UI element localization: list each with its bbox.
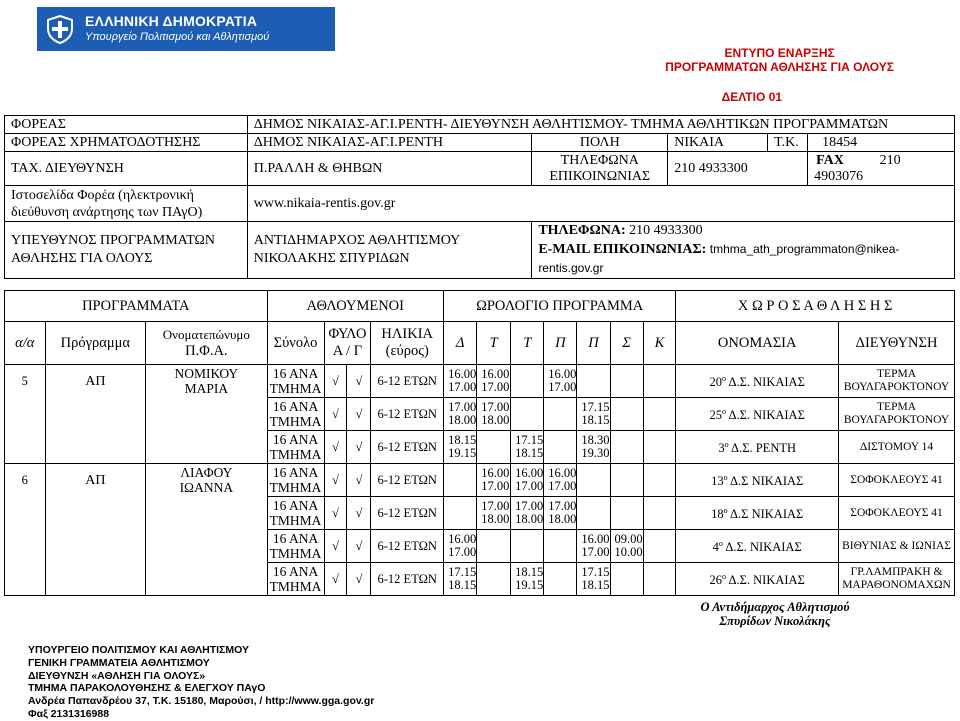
timetable-header: ΩΡΟΛΟΓΙΟ ΠΡΟΓΡΑΜΜΑ [444, 291, 676, 322]
day-header-monday: Δ [444, 322, 477, 365]
time-cell-friday [577, 497, 610, 530]
venue-title: Δ.Σ. ΝΙΚΑΙΑΣ [726, 573, 805, 588]
logo-line-1: ΕΛΛΗΝΙΚΗ ΔΗΜΟΚΡΑΤΙΑ [85, 13, 258, 29]
time-cell-sunday [643, 365, 676, 398]
schedule-row [5, 497, 955, 530]
time-cell-sunday [643, 530, 676, 563]
website-label: Ιστοσελίδα Φορέα (ηλεκτρονική διεύθυνση ανάρτησης των ΠΑγΟ) [5, 186, 248, 222]
venue-name-cell [676, 563, 839, 596]
program-cell [45, 464, 146, 497]
venue-name-cell [676, 365, 839, 398]
venue-ordinal: ο [724, 440, 729, 450]
time-cell-sunday [643, 497, 676, 530]
aa-cell [5, 497, 46, 530]
day-header-sunday: Κ [643, 322, 676, 365]
time-cell-monday: 18.15 19.15 [444, 431, 477, 464]
venue-title: Δ.Σ. ΡΕΝΤΗ [728, 441, 797, 456]
gender-header [324, 322, 371, 365]
aa-header: α/α [5, 322, 46, 365]
time-cell-friday [577, 464, 610, 497]
time-cell-saturday [610, 365, 643, 398]
total-cell: 16 ΑΝΑ ΤΜΗΜΑ [267, 398, 324, 431]
form-title-line-2: ΠΡΟΓΡΑΜΜΑΤΩΝ ΑΘΛΗΣΗΣ ΓΙΑ ΟΛΟΥΣ [665, 60, 894, 74]
venue-number: 18 [711, 507, 724, 522]
phones-label: ΤΗΛΕΦΩΝΑ ΕΠΙΚΟΙΝΩΝΙΑΣ [532, 152, 668, 186]
time-cell-saturday [610, 431, 643, 464]
time-cell-tuesday: 17.00 18.00 [477, 398, 511, 431]
venue-number: 13 [711, 474, 724, 489]
schedule-row [5, 431, 955, 464]
website-value[interactable]: www.nikaia-rentis.gov.gr [247, 186, 954, 222]
venue-address-cell: ΔΙΣΤΟΜΟΥ 14 [839, 431, 955, 464]
age-range-cell: 6-12 ΕΤΩΝ [371, 398, 444, 431]
venue-number: 20 [709, 375, 723, 390]
email-value[interactable]: tmhma_ath_programmaton@nikea-rentis.gov.gr [538, 242, 900, 275]
total-cell: 16 ΑΝΑ ΤΜΗΜΑ [267, 563, 324, 596]
age-range-cell: 6-12 ΕΤΩΝ [371, 431, 444, 464]
age-header [371, 322, 444, 365]
aa-cell [5, 464, 46, 497]
schedule-row [5, 464, 955, 497]
gender-header-bottom: Α / Γ [332, 343, 363, 359]
aa-value: 6 [21, 472, 28, 487]
deltio-number: ΔΕΛΤΙΟ 01 [721, 90, 782, 104]
gender-header-top: ΦΥΛΟ [328, 326, 367, 342]
responsible-phone-value: 210 4933300 [629, 223, 703, 238]
aa-cell [5, 530, 46, 563]
aa-value: 5 [21, 373, 28, 388]
signature [695, 600, 855, 628]
city-value: ΝΙΚΑΙΑ [668, 134, 768, 152]
phones-value: 210 4933300 [668, 152, 808, 186]
responsible-title: ΑΝΤΙΔΗΜΑΡΧΟΣ ΑΘΛΗΤΙΣΜΟΥ [253, 233, 461, 248]
venue-ordinal: ο [722, 572, 727, 582]
funding-label: ΦΟΡΕΑΣ ΧΡΗΜΑΤΟΔΟΤΗΣΗΣ [5, 134, 248, 152]
day-header-thursday: Π [544, 322, 577, 365]
total-cell: 16 ΑΝΑ ΤΜΗΜΑ [267, 431, 324, 464]
total-cell: 16 ΑΝΑ ΤΜΗΜΑ [267, 497, 324, 530]
foreas-label: ΦΟΡΕΑΣ [5, 116, 248, 134]
time-cell-tuesday [477, 530, 511, 563]
aa-cell [5, 398, 46, 431]
venue-address-cell: ΤΕΡΜΑ ΒΟΥΛΓΑΡΟΚΤΟΝΟΥ [839, 365, 955, 398]
responsible-value [247, 222, 532, 279]
aa-cell [5, 431, 46, 464]
age-header-top: ΗΛΙΚΙΑ [381, 326, 434, 342]
instructor-cell [146, 497, 267, 530]
footer-line: ΓΕΝΙΚΗ ΓΡΑΜΜΑΤΕΙΑ ΑΘΛΗΤΙΣΜΟΥ [28, 656, 210, 669]
venue-name-cell [676, 398, 839, 431]
address-value: Π.ΡΑΛΛΗ & ΘΗΒΩΝ [247, 152, 532, 186]
male-check-icon: √ [324, 365, 347, 398]
male-check-icon: √ [324, 398, 347, 431]
female-check-icon: √ [347, 464, 371, 497]
instructor-surname: ΛΙΑΦΟΥ [180, 465, 233, 481]
program-cell [45, 431, 146, 464]
time-cell-sunday [643, 398, 676, 431]
time-cell-wednesday: 18.15 19.15 [511, 563, 544, 596]
programs-header: ΠΡΟΓΡΑΜΜΑΤΑ [5, 291, 268, 322]
athletes-header: ΑΘΛΟΥΜΕΝΟΙ [267, 291, 443, 322]
venue-name-cell [676, 464, 839, 497]
female-check-icon: √ [347, 431, 371, 464]
instructor-firstname: ΙΩΑΝΝΑ [179, 480, 234, 496]
female-check-icon: √ [347, 530, 371, 563]
venue-title: Δ.Σ. ΝΙΚΑΙΑΣ [726, 375, 805, 390]
time-cell-thursday: 17.00 18.00 [544, 497, 577, 530]
time-cell-tuesday: 16.00 17.00 [477, 464, 511, 497]
time-cell-thursday: 16.00 17.00 [544, 464, 577, 497]
program-value: ΑΠ [85, 373, 106, 389]
program-cell [45, 398, 146, 431]
total-cell: 16 ΑΝΑ ΤΜΗΜΑ [267, 365, 324, 398]
organization-info-table [4, 115, 955, 279]
time-cell-monday: 16.00 17.00 [444, 530, 477, 563]
program-cell [45, 563, 146, 596]
greek-emblem-icon [45, 14, 75, 44]
time-cell-tuesday [477, 563, 511, 596]
venue-name-cell [676, 497, 839, 530]
instructor-cell [146, 464, 267, 497]
venue-ordinal: ο [718, 539, 723, 549]
footer-line: ΤΜΗΜΑ ΠΑΡΑΚΟΛΟΥΘΗΣΗΣ & ΕΛΕΓΧΟΥ ΠΑγΟ [28, 682, 266, 695]
footer-line: Ανδρέα Παπανδρέου 37, Τ.Κ. 15180, Μαρούσι, / http://www.gga.gov.gr [28, 695, 375, 708]
venue-ordinal: ο [722, 407, 727, 417]
fax-value: 210 4903076 [814, 152, 901, 184]
age-range-cell: 6-12 ΕΤΩΝ [371, 464, 444, 497]
day-header-friday: Π [577, 322, 610, 365]
female-check-icon: √ [347, 365, 371, 398]
instructor-firstname: ΜΑΡΙΑ [184, 381, 229, 397]
instructor-cell [146, 431, 267, 464]
time-cell-monday [444, 464, 477, 497]
footer-line: ΥΠΟΥΡΓΕΙΟ ΠΟΛΙΤΙΣΜΟΥ ΚΑΙ ΑΘΛΗΤΙΣΜΟΥ [28, 644, 249, 656]
venue-ordinal: ο [723, 473, 728, 483]
postal-code-label: Τ.Κ. [768, 134, 808, 152]
signature-title: Ο Αντιδήμαρχος Αθλητισμού [700, 600, 850, 614]
time-cell-thursday: 16.00 17.00 [544, 365, 577, 398]
schedule-row [5, 563, 955, 596]
time-cell-friday: 17.15 18.15 [577, 563, 610, 596]
time-cell-monday: 16.00 17.00 [444, 365, 477, 398]
time-cell-saturday [610, 563, 643, 596]
venue-title: Δ.Σ ΝΙΚΑΙΑΣ [727, 507, 804, 522]
day-header-saturday: Σ [610, 322, 643, 365]
time-cell-friday: 16.00 17.00 [577, 530, 610, 563]
time-cell-wednesday [511, 365, 544, 398]
time-cell-thursday [544, 530, 577, 563]
venue-name-header: ΟΝΟΜΑΣΙΑ [676, 322, 839, 365]
age-range-cell: 6-12 ΕΤΩΝ [371, 563, 444, 596]
time-cell-tuesday [477, 431, 511, 464]
fax-label: FAX [816, 152, 844, 168]
email-label: E-MAIL ΕΠΙΚΟΙΝΩΝΙΑΣ: [538, 242, 707, 257]
time-cell-thursday [544, 398, 577, 431]
venue-number: 3 [718, 441, 725, 456]
male-check-icon: √ [324, 530, 347, 563]
day-header-wednesday: Τ [511, 322, 544, 365]
venue-address-header: ΔΙΕΥΘΥΝΣΗ [839, 322, 955, 365]
fax-cell [808, 152, 955, 186]
time-cell-saturday: 09.00 10.00 [610, 530, 643, 563]
total-cell: 16 ΑΝΑ ΤΜΗΜΑ [267, 464, 324, 497]
program-value: ΑΠ [85, 472, 106, 488]
foreas-value: ΔΗΜΟΣ ΝΙΚΑΙΑΣ-ΑΓ.Ι.ΡΕΝΤΗ- ΔΙΕΥΘΥΝΣΗ ΑΘΛΗΤΙΣΜΟΥ- ΤΜΗΜΑ ΑΘΛΗΤΙΚΩΝ ΠΡΟΓΡΑΜΜΑΤΩΝ [247, 116, 954, 134]
male-check-icon: √ [324, 497, 347, 530]
time-cell-tuesday: 17.00 18.00 [477, 497, 511, 530]
female-check-icon: √ [347, 563, 371, 596]
time-cell-wednesday: 17.00 18.00 [511, 497, 544, 530]
time-cell-sunday [643, 431, 676, 464]
venue-number: 26 [709, 573, 723, 588]
schedule-table [4, 290, 955, 596]
male-check-icon: √ [324, 563, 347, 596]
male-check-icon: √ [324, 464, 347, 497]
time-cell-sunday [643, 563, 676, 596]
schedule-body [5, 365, 955, 596]
responsible-phone-line [538, 222, 948, 240]
instructor-cell [146, 398, 267, 431]
female-check-icon: √ [347, 398, 371, 431]
name-header-top: Ονοματεπώνυμο [162, 326, 250, 342]
postal-code-value: 18454 [808, 134, 955, 152]
total-cell: 16 ΑΝΑ ΤΜΗΜΑ [267, 530, 324, 563]
program-cell [45, 530, 146, 563]
program-header: Πρόγραμμα [45, 322, 146, 365]
responsible-label: ΥΠΕΥΘΥΝΟΣ ΠΡΟΓΡΑΜΜΑΤΩΝ ΑΘΛΗΣΗΣ ΓΙΑ ΟΛΟΥΣ [5, 222, 248, 279]
venue-address-cell: ΤΕΡΜΑ ΒΟΥΛΓΑΡΟΚΤΟΝΟΥ [839, 398, 955, 431]
venues-header: Χ Ω Ρ Ο Σ Α Θ Λ Η Σ Η Σ [676, 291, 955, 322]
venue-address-cell: ΣΟΦΟΚΛΕΟΥΣ 41 [839, 464, 955, 497]
time-cell-monday: 17.15 18.15 [444, 563, 477, 596]
venue-ordinal: ο [723, 506, 728, 516]
schedule-row [5, 365, 955, 398]
time-cell-saturday [610, 464, 643, 497]
signature-name: Σπυρίδων Νικολάκης [719, 614, 831, 628]
responsible-email-line [538, 240, 948, 278]
schedule-row [5, 398, 955, 431]
total-header: Σύνολο [267, 322, 324, 365]
footer-line: Φαξ 2131316988 [28, 707, 110, 720]
time-cell-wednesday: 17.15 18.15 [511, 431, 544, 464]
form-title [665, 46, 894, 74]
time-cell-wednesday: 16.00 17.00 [511, 464, 544, 497]
aa-cell [5, 365, 46, 398]
footer-line: ΔΙΕΥΘΥΝΣΗ «ΑΘΛΗΣΗ ΓΙΑ ΟΛΟΥΣ» [28, 669, 206, 682]
venue-title: Δ.Σ ΝΙΚΑΙΑΣ [727, 474, 804, 489]
age-range-cell: 6-12 ΕΤΩΝ [371, 497, 444, 530]
ministry-logo [37, 7, 335, 51]
responsible-phone-label: ΤΗΛΕΦΩΝΑ: [538, 223, 626, 238]
time-cell-sunday [643, 464, 676, 497]
venue-ordinal: ο [722, 374, 727, 384]
footer [28, 644, 374, 721]
aa-cell [5, 563, 46, 596]
venue-title: Δ.Σ. ΝΙΚΑΙΑΣ [726, 408, 805, 423]
venue-title: Δ.Σ. ΝΙΚΑΙΑΣ [722, 540, 802, 555]
program-cell [45, 497, 146, 530]
instructor-cell [146, 530, 267, 563]
instructor-surname: ΝΟΜΙΚΟΥ [174, 366, 239, 382]
time-cell-thursday [544, 563, 577, 596]
day-header-tuesday: Τ [477, 322, 511, 365]
responsible-contact [532, 222, 955, 279]
program-cell [45, 365, 146, 398]
venue-number: 25 [709, 408, 723, 423]
age-header-bottom: (εύρος) [385, 343, 429, 359]
venue-address-cell: ΒΙΘΥΝΙΑΣ & ΙΩΝΙΑΣ [839, 530, 955, 563]
time-cell-thursday [544, 431, 577, 464]
instructor-cell [146, 365, 267, 398]
schedule-row [5, 530, 955, 563]
age-range-cell: 6-12 ΕΤΩΝ [371, 365, 444, 398]
time-cell-monday: 17.00 18.00 [444, 398, 477, 431]
instructor-cell [146, 563, 267, 596]
time-cell-saturday [610, 497, 643, 530]
city-label: ΠΟΛΗ [532, 134, 668, 152]
time-cell-tuesday: 16.00 17.00 [477, 365, 511, 398]
form-title-line-1: ΕΝΤΥΠΟ ΕΝΑΡΞΗΣ [724, 46, 835, 60]
time-cell-saturday [610, 398, 643, 431]
female-check-icon: √ [347, 497, 371, 530]
time-cell-monday [444, 497, 477, 530]
logo-line-2: Υπουργείο Πολιτισμού και Αθλητισμού [85, 31, 270, 43]
venue-name-cell [676, 530, 839, 563]
venue-number: 4 [712, 540, 719, 555]
venue-address-cell: ΓΡ.ΛΑΜΠΡΑΚΗ & ΜΑΡΑΘΟΝΟΜΑΧΩΝ [839, 563, 955, 596]
age-range-cell: 6-12 ΕΤΩΝ [371, 530, 444, 563]
funding-value: ΔΗΜΟΣ ΝΙΚΑΙΑΣ-ΑΓ.Ι.ΡΕΝΤΗ [247, 134, 532, 152]
venue-address-cell: ΣΟΦΟΚΛΕΟΥΣ 41 [839, 497, 955, 530]
name-header [146, 322, 267, 365]
time-cell-wednesday [511, 530, 544, 563]
time-cell-friday: 18.30 19.30 [577, 431, 610, 464]
time-cell-friday: 17.15 18.15 [577, 398, 610, 431]
male-check-icon: √ [324, 431, 347, 464]
name-header-bottom: Π.Φ.Α. [185, 342, 228, 359]
address-label: ΤΑΧ. ΔΙΕΥΘΥΝΣΗ [5, 152, 248, 186]
responsible-name: ΝΙΚΟΛΑΚΗΣ ΣΠΥΡΙΔΩΝ [253, 251, 410, 266]
venue-name-cell [676, 431, 839, 464]
time-cell-friday [577, 365, 610, 398]
time-cell-wednesday [511, 398, 544, 431]
